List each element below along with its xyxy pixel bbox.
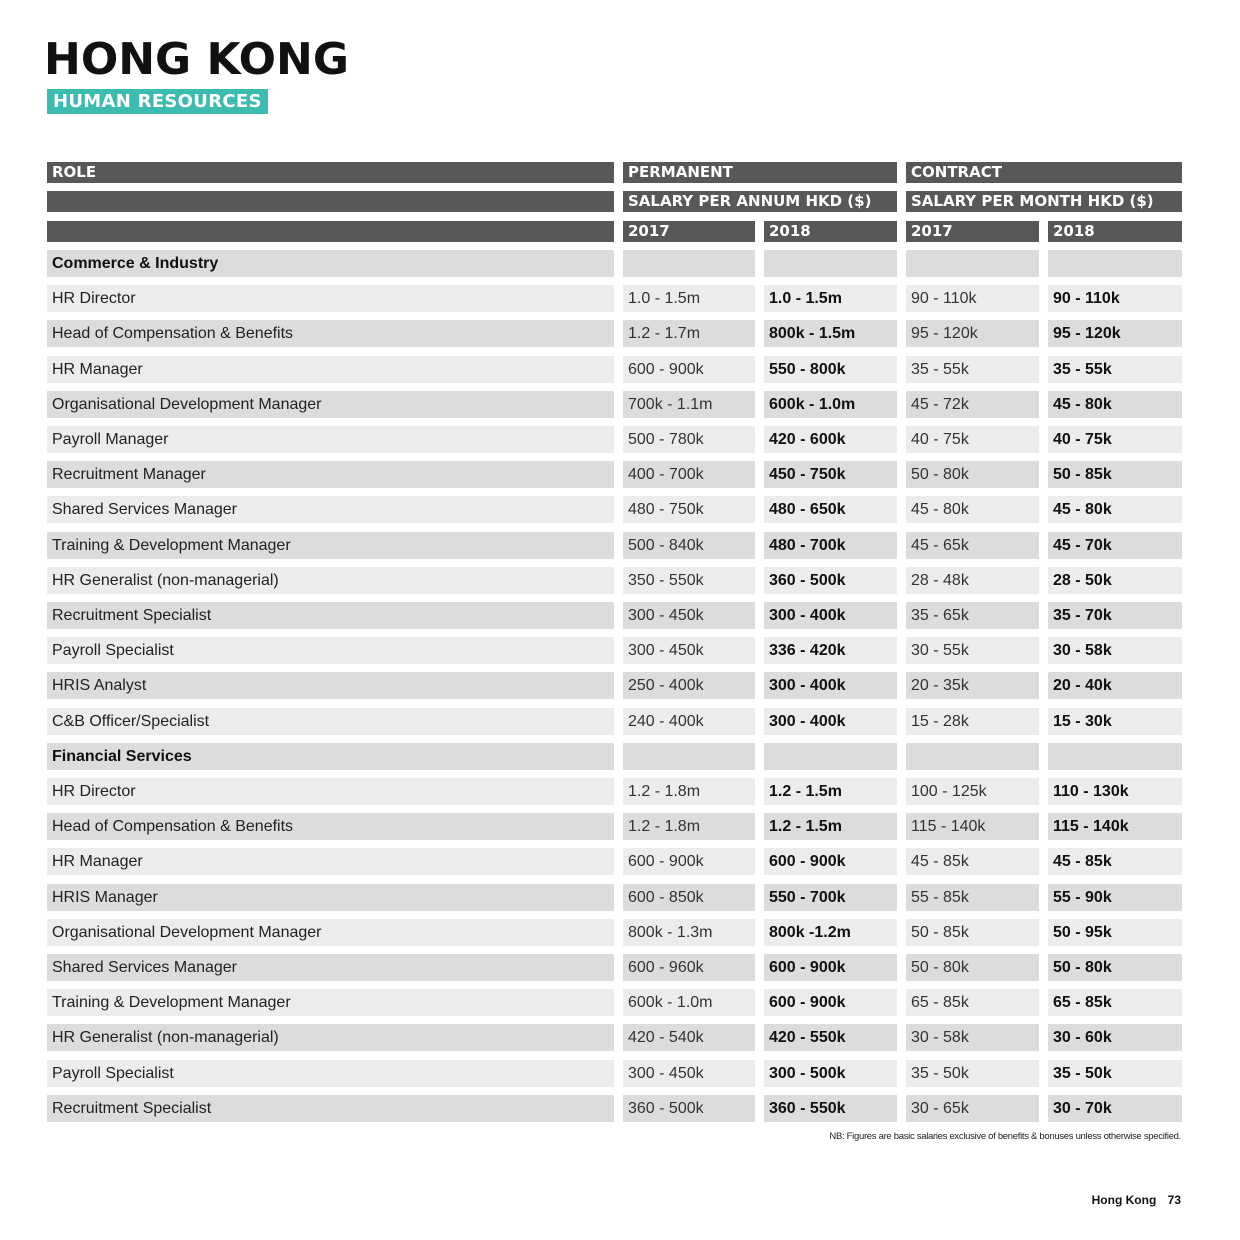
row-role: Training & Development Manager: [47, 532, 614, 559]
row-role: HR Generalist (non-managerial): [47, 1024, 614, 1051]
row-role: Payroll Manager: [47, 426, 614, 453]
permanent-2017-value: 600k - 1.0m: [623, 989, 755, 1016]
permanent-2017-value: 600 - 900k: [623, 848, 755, 875]
row-role: Recruitment Specialist: [47, 1095, 614, 1122]
header-role: ROLE: [47, 162, 614, 183]
contract-2018-value: 65 - 85k: [1048, 989, 1182, 1016]
contract-2018-value: 30 - 70k: [1048, 1095, 1182, 1122]
permanent-2018-value: 450 - 750k: [764, 461, 897, 488]
header-salary-per-annum: SALARY PER ANNUM HKD ($): [623, 191, 897, 212]
row-role: HRIS Analyst: [47, 672, 614, 699]
contract-2017-value: 50 - 80k: [906, 954, 1039, 981]
contract-2017-value: 50 - 85k: [906, 919, 1039, 946]
contract-2017-value: 95 - 120k: [906, 320, 1039, 347]
contract-2018-value: 35 - 55k: [1048, 356, 1182, 383]
contract-2018-value: 35 - 50k: [1048, 1060, 1182, 1087]
contract-2018-value: 45 - 80k: [1048, 496, 1182, 523]
permanent-2017-value: 250 - 400k: [623, 672, 755, 699]
section-blank-cell: [906, 250, 1039, 277]
page-number: 73: [1167, 1193, 1181, 1207]
row-role: Organisational Development Manager: [47, 919, 614, 946]
permanent-2018-value: 550 - 700k: [764, 884, 897, 911]
row-role: HR Manager: [47, 848, 614, 875]
contract-2018-value: 45 - 85k: [1048, 848, 1182, 875]
row-role: Head of Compensation & Benefits: [47, 320, 614, 347]
header-contract-2018: 2018: [1048, 221, 1182, 242]
permanent-2017-value: 300 - 450k: [623, 637, 755, 664]
header-role-blank: [47, 191, 614, 212]
permanent-2017-value: 500 - 780k: [623, 426, 755, 453]
row-role: Organisational Development Manager: [47, 391, 614, 418]
permanent-2017-value: 350 - 550k: [623, 567, 755, 594]
contract-2018-value: 45 - 70k: [1048, 532, 1182, 559]
permanent-2018-value: 420 - 600k: [764, 426, 897, 453]
section-heading: Financial Services: [47, 743, 614, 770]
contract-2018-value: 115 - 140k: [1048, 813, 1182, 840]
row-role: Head of Compensation & Benefits: [47, 813, 614, 840]
contract-2018-value: 50 - 85k: [1048, 461, 1182, 488]
permanent-2018-value: 480 - 700k: [764, 532, 897, 559]
permanent-2018-value: 600k - 1.0m: [764, 391, 897, 418]
header-salary-per-month: SALARY PER MONTH HKD ($): [906, 191, 1182, 212]
contract-2017-value: 35 - 50k: [906, 1060, 1039, 1087]
permanent-2018-value: 480 - 650k: [764, 496, 897, 523]
permanent-2017-value: 400 - 700k: [623, 461, 755, 488]
contract-2018-value: 55 - 90k: [1048, 884, 1182, 911]
permanent-2017-value: 800k - 1.3m: [623, 919, 755, 946]
contract-2018-value: 35 - 70k: [1048, 602, 1182, 629]
permanent-2017-value: 500 - 840k: [623, 532, 755, 559]
permanent-2018-value: 800k -1.2m: [764, 919, 897, 946]
contract-2017-value: 65 - 85k: [906, 989, 1039, 1016]
section-blank-cell: [764, 250, 897, 277]
footer-label: Hong Kong: [1091, 1193, 1157, 1207]
footnote: NB: Figures are basic salaries exclusive of benefits & bonuses unless otherwise specified.: [829, 1131, 1181, 1142]
permanent-2018-value: 600 - 900k: [764, 989, 897, 1016]
row-role: C&B Officer/Specialist: [47, 708, 614, 735]
contract-2017-value: 30 - 58k: [906, 1024, 1039, 1051]
contract-2018-value: 20 - 40k: [1048, 672, 1182, 699]
permanent-2018-value: 1.0 - 1.5m: [764, 285, 897, 312]
contract-2017-value: 90 - 110k: [906, 285, 1039, 312]
permanent-2018-value: 550 - 800k: [764, 356, 897, 383]
contract-2017-value: 115 - 140k: [906, 813, 1039, 840]
contract-2017-value: 30 - 65k: [906, 1095, 1039, 1122]
contract-2018-value: 45 - 80k: [1048, 391, 1182, 418]
header-contract-2017: 2017: [906, 221, 1039, 242]
permanent-2017-value: 360 - 500k: [623, 1095, 755, 1122]
contract-2017-value: 30 - 55k: [906, 637, 1039, 664]
row-role: Recruitment Specialist: [47, 602, 614, 629]
row-role: Payroll Specialist: [47, 1060, 614, 1087]
section-blank-cell: [623, 250, 755, 277]
permanent-2018-value: 600 - 900k: [764, 954, 897, 981]
header-permanent: PERMANENT: [623, 162, 897, 183]
permanent-2018-value: 420 - 550k: [764, 1024, 897, 1051]
page-footer: [1084, 1193, 1181, 1207]
section-heading: Commerce & Industry: [47, 250, 614, 277]
contract-2017-value: 45 - 80k: [906, 496, 1039, 523]
permanent-2018-value: 600 - 900k: [764, 848, 897, 875]
contract-2018-value: 30 - 58k: [1048, 637, 1182, 664]
permanent-2017-value: 300 - 450k: [623, 602, 755, 629]
permanent-2018-value: 300 - 400k: [764, 708, 897, 735]
contract-2017-value: 15 - 28k: [906, 708, 1039, 735]
permanent-2018-value: 1.2 - 1.5m: [764, 813, 897, 840]
header-permanent-2018: 2018: [764, 221, 897, 242]
contract-2018-value: 90 - 110k: [1048, 285, 1182, 312]
contract-2017-value: 35 - 55k: [906, 356, 1039, 383]
permanent-2017-value: 700k - 1.1m: [623, 391, 755, 418]
permanent-2017-value: 1.2 - 1.8m: [623, 813, 755, 840]
contract-2018-value: 28 - 50k: [1048, 567, 1182, 594]
contract-2017-value: 45 - 72k: [906, 391, 1039, 418]
permanent-2018-value: 1.2 - 1.5m: [764, 778, 897, 805]
contract-2017-value: 50 - 80k: [906, 461, 1039, 488]
section-blank-cell: [623, 743, 755, 770]
permanent-2017-value: 300 - 450k: [623, 1060, 755, 1087]
row-role: Shared Services Manager: [47, 954, 614, 981]
permanent-2017-value: 420 - 540k: [623, 1024, 755, 1051]
row-role: Shared Services Manager: [47, 496, 614, 523]
contract-2018-value: 50 - 80k: [1048, 954, 1182, 981]
contract-2017-value: 55 - 85k: [906, 884, 1039, 911]
contract-2018-value: 40 - 75k: [1048, 426, 1182, 453]
permanent-2017-value: 600 - 960k: [623, 954, 755, 981]
section-blank-cell: [764, 743, 897, 770]
row-role: HR Generalist (non-managerial): [47, 567, 614, 594]
permanent-2017-value: 1.0 - 1.5m: [623, 285, 755, 312]
permanent-2017-value: 600 - 850k: [623, 884, 755, 911]
page-subtitle: HUMAN RESOURCES: [47, 89, 268, 114]
contract-2017-value: 20 - 35k: [906, 672, 1039, 699]
page-title: HONG KONG: [44, 34, 349, 85]
row-role: HR Manager: [47, 356, 614, 383]
section-blank-cell: [1048, 250, 1182, 277]
permanent-2017-value: 1.2 - 1.8m: [623, 778, 755, 805]
header-permanent-2017: 2017: [623, 221, 755, 242]
row-role: HR Director: [47, 778, 614, 805]
contract-2017-value: 40 - 75k: [906, 426, 1039, 453]
contract-2017-value: 35 - 65k: [906, 602, 1039, 629]
permanent-2018-value: 360 - 500k: [764, 567, 897, 594]
contract-2018-value: 50 - 95k: [1048, 919, 1182, 946]
permanent-2018-value: 300 - 500k: [764, 1060, 897, 1087]
permanent-2017-value: 600 - 900k: [623, 356, 755, 383]
contract-2018-value: 110 - 130k: [1048, 778, 1182, 805]
permanent-2018-value: 300 - 400k: [764, 672, 897, 699]
contract-2017-value: 45 - 65k: [906, 532, 1039, 559]
header-contract: CONTRACT: [906, 162, 1182, 183]
section-blank-cell: [1048, 743, 1182, 770]
permanent-2018-value: 360 - 550k: [764, 1095, 897, 1122]
contract-2018-value: 15 - 30k: [1048, 708, 1182, 735]
contract-2018-value: 30 - 60k: [1048, 1024, 1182, 1051]
permanent-2018-value: 300 - 400k: [764, 602, 897, 629]
row-role: HR Director: [47, 285, 614, 312]
permanent-2018-value: 336 - 420k: [764, 637, 897, 664]
permanent-2017-value: 1.2 - 1.7m: [623, 320, 755, 347]
permanent-2017-value: 480 - 750k: [623, 496, 755, 523]
row-role: Payroll Specialist: [47, 637, 614, 664]
row-role: Training & Development Manager: [47, 989, 614, 1016]
contract-2018-value: 95 - 120k: [1048, 320, 1182, 347]
contract-2017-value: 45 - 85k: [906, 848, 1039, 875]
permanent-2018-value: 800k - 1.5m: [764, 320, 897, 347]
row-role: HRIS Manager: [47, 884, 614, 911]
section-blank-cell: [906, 743, 1039, 770]
header-role-blank-2: [47, 221, 614, 242]
contract-2017-value: 28 - 48k: [906, 567, 1039, 594]
permanent-2017-value: 240 - 400k: [623, 708, 755, 735]
contract-2017-value: 100 - 125k: [906, 778, 1039, 805]
row-role: Recruitment Manager: [47, 461, 614, 488]
